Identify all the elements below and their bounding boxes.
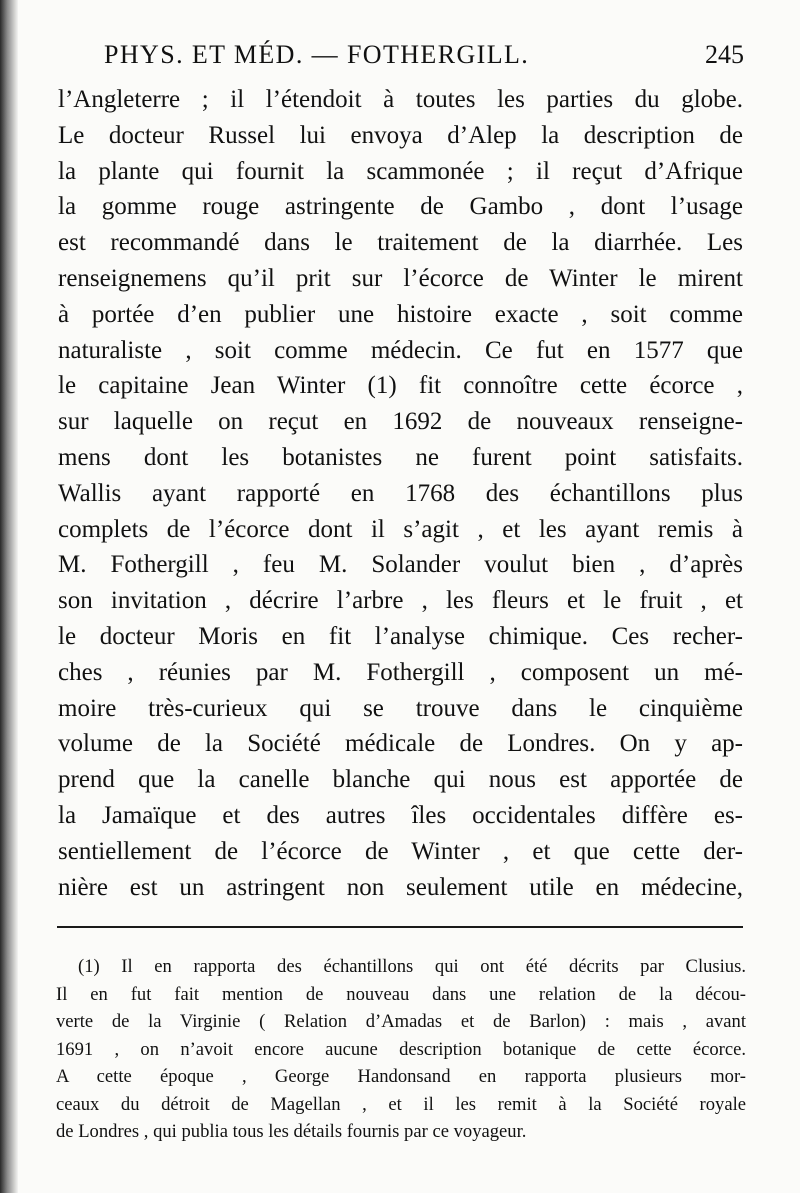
text-line: mens dont les botanistes ne furent point satisfaits. bbox=[58, 443, 743, 471]
text-line: M. Fothergill , feu M. Solander voulut bien , d’après bbox=[58, 551, 743, 579]
footnote-line: Il en fut fait mention de nouveau dans une relation de la décou- bbox=[56, 983, 746, 1005]
text-line: complets de l’écorce dont il s’agit , et les ayant remis à bbox=[58, 515, 743, 543]
footnote-line: 1691 , on n’avoit encore aucune description botanique de cette écorce. bbox=[56, 1038, 746, 1060]
page-gutter-shadow bbox=[0, 0, 18, 1193]
text-line: est recommandé dans le traitement de la diarrhée. Les bbox=[58, 229, 743, 257]
text-line: le capitaine Jean Winter (1) fit connoître cette écorce , bbox=[58, 372, 743, 400]
footnote-line: verte de la Virginie ( Relation d’Amadas et de Barlon) : mais , avant bbox=[56, 1011, 746, 1032]
page-header bbox=[104, 40, 744, 80]
text-line: volume de la Société médicale de Londres. On y ap- bbox=[58, 730, 743, 758]
text-line: Wallis ayant rapporté en 1768 des échantillons plus bbox=[58, 479, 743, 507]
footnote-line: ceaux du détroit de Magellan , et il les remit à la Société royale bbox=[56, 1093, 746, 1115]
text-line: le docteur Moris en fit l’analyse chimique. Ces recher- bbox=[58, 622, 743, 650]
footnote-line: (1) Il en rapporta des échantillons qui ont été décrits par Clusius. bbox=[78, 956, 746, 977]
text-line: son invitation , décrire l’arbre , les fleurs et le fruit , et bbox=[58, 587, 743, 615]
text-line: sur laquelle on reçut en 1692 de nouveaux renseigne- bbox=[58, 408, 743, 436]
running-head: PHYS. ET MÉD. — FOTHERGILL. bbox=[104, 40, 530, 69]
page-number: 245 bbox=[705, 40, 744, 69]
text-line: ches , réunies par M. Fothergill , composent un mé- bbox=[58, 658, 743, 686]
main-text bbox=[58, 82, 743, 905]
text-line: prend que la canelle blanche qui nous est apportée de bbox=[58, 766, 743, 794]
text-line: la plante qui fournit la scammonée ; il reçut d’Afrique bbox=[58, 157, 743, 185]
text-line: moire très-curieux qui se trouve dans le cinquième bbox=[58, 694, 743, 722]
text-line: la gomme rouge astringente de Gambo , dont l’usage bbox=[58, 193, 743, 221]
footnote-line: A cette époque , George Handonsand en rapporta plusieurs mor- bbox=[56, 1066, 746, 1087]
text-line: naturaliste , soit comme médecin. Ce fut en 1577 que bbox=[58, 336, 743, 364]
text-line: renseignemens qu’il prit sur l’écorce de Winter le mirent bbox=[58, 264, 743, 292]
text-line: à portée d’en publier une histoire exacte , soit comme bbox=[58, 300, 743, 328]
text-line: nière est un astringent non seulement utile en médecine, bbox=[58, 873, 743, 901]
text-line: Le docteur Russel lui envoya d’Alep la description de bbox=[58, 121, 743, 149]
text-line: l’Angleterre ; il l’étendoit à toutes les parties du globe. bbox=[58, 86, 743, 113]
footnote-divider bbox=[57, 926, 743, 928]
text-line: sentiellement de l’écorce de Winter , et que cette der- bbox=[58, 837, 743, 865]
footnote bbox=[56, 953, 746, 1146]
footnote-line: de Londres , qui publia tous les détails fournis par ce voyageur. bbox=[56, 1121, 527, 1142]
text-line: la Jamaïque et des autres îles occidentales diffère es- bbox=[58, 801, 743, 829]
